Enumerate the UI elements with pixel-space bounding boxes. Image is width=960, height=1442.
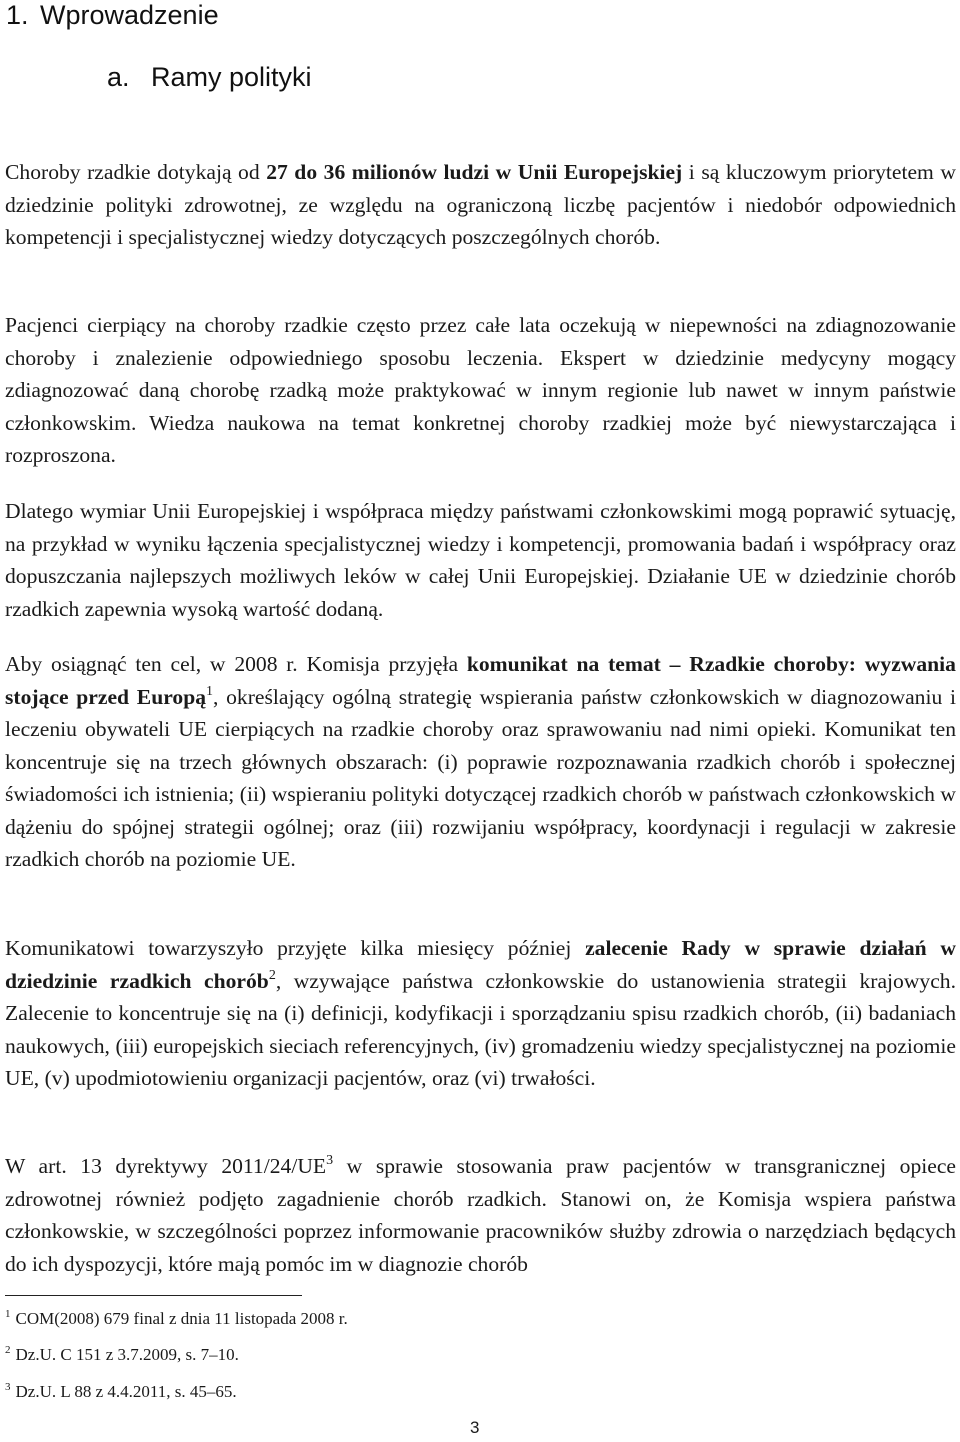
paragraph-2: Pacjenci cierpiący na choroby rzadkie często przez całe lata oczekują w niepewności na zdiagnozowanie choroby i znalezienie odpowiedniego sposobu leczenia. Ekspert w dziedzinie medycyny mogący zdiagnozować daną chorobę rzadką może praktykować w innym regionie lub nawet w innym państwie członkowskim. Wiedza naukowa na temat konkretnej choroby rzadkiej może być niewystarczająca i rozproszona. [5,313,956,467]
footnote-ref-1[interactable]: 1 [206,683,213,699]
p6-text-a: W art. 13 dyrektywy 2011/24/UE [5,1154,327,1178]
footnote-text: Dz.U. L 88 z 4.4.2011, s. 45–65. [15,1382,237,1401]
footnote-3 [5,1381,237,1403]
section-title: Wprowadzenie [40,0,219,30]
p1-text-c: i są kluczowym priorytetem w dziedzinie polityki zdrowotnej, ze względu na ograniczoną liczbę pacjentów i niedobór odpowiednich kompetencji i specjalistycznej wiedzy dotyczących poszczególnych chorób. [5,160,956,249]
p5-bold-phrase: zalecenie Rady w sprawie działań w dziedzinie rzadkich chorób [5,936,956,993]
footnote-number: 1 [5,1308,11,1320]
footnote-2 [5,1344,239,1366]
subsection-number: a. [107,62,130,92]
p6-text-c: w sprawie stosowania praw pacjentów w transgranicznej opiece zdrowotnej również podjęto zagadnienie chorób rzadkich. Stanowi on, że Komisja wspiera państwa członkowskie, w szczególności poprzez informowanie pracowników służby zdrowia o narzędziach będących do ich dyspozycji, które mają pomóc im w diagnozie chorób [5,1154,957,1276]
p4-text-c: , określający ogólną strategię wspierania państw członkowskich w diagnozowaniu i leczeniu obywateli UE cierpiących na rzadkie choroby oraz sprawowaniu nad nimi opieki. Komunikat ten koncentruje się na trzech głównych obszarach: (i) poprawie rozpoznawania rzadkich chorób i społecznej świadomości ich istnienia; (ii) wspieraniu polityki dotyczącej rzadkich chorób w państwach członkowskich w dążeniu do spójnej strategii ogólnej; oraz (iii) rozwijaniu współpracy, koordynacji i regulacji w zakresie rzadkich chorób na poziomie UE. [5,684,956,871]
paragraph-6 [5,1150,956,1280]
footnote-text: COM(2008) 679 final z dnia 11 listopada 2008 r. [15,1309,348,1328]
paragraph-1 [5,156,956,254]
p5-text-a: Komunikatowi towarzyszyło przyjęte kilka miesięcy później [5,936,586,960]
page-number: 3 [470,1418,480,1437]
footnote-text: Dz.U. C 151 z 3.7.2009, s. 7–10. [15,1345,239,1364]
subsection-heading [107,60,312,94]
paragraph-5 [5,932,956,1095]
p1-text-a: Choroby rzadkie dotykają od [5,160,267,184]
footnote-ref-3[interactable]: 3 [326,1153,334,1168]
paragraph-4 [5,648,956,876]
subsection-title: Ramy polityki [151,62,312,92]
p1-bold-phrase: 27 do 36 milionów ludzi w Unii Europejskiej [266,160,683,184]
footnote-number: 2 [5,1344,11,1356]
section-number: 1. [6,0,29,30]
footnote-number: 3 [5,1381,11,1393]
paragraph-3: Dlatego wymiar Unii Europejskiej i współpraca między państwami członkowskimi mogą poprawić sytuację, na przykład w wyniku łączenia specjalistycznej wiedzy i kompetencji, promowania badań i współpracy oraz dopuszczania najlepszych możliwych leków w całej Unii Europejskiej. Działanie UE w dziedzinie chorób rzadkich zapewnia wysoką wartość dodaną. [5,499,956,621]
p4-text-a: Aby osiągnąć ten cel, w 2008 r. Komisja przyjęła [5,652,467,676]
p5-text-c: , wzywające państwa członkowskie do ustanowienia strategii krajowych. Zalecenie to koncentruje się na (i) definicji, kodyfikacji i sporządzaniu spisu rzadkich chorób, (ii) badaniach naukowych, (iii) europejskich sieciach referencyjnych, (iv) gromadzeniu wiedzy specjalistycznej na poziomie UE, (v) upodmiotowieniu organizacji pacjentów, oraz (vi) trwałości. [5,968,956,1090]
section-heading [6,0,219,32]
p4-bold-phrase: komunikat na temat – Rzadkie choroby: wyzwania stojące przed Europą [5,652,956,709]
footnote-ref-2[interactable]: 2 [268,967,276,983]
footnote-1 [5,1308,348,1330]
footnote-divider [5,1295,302,1296]
